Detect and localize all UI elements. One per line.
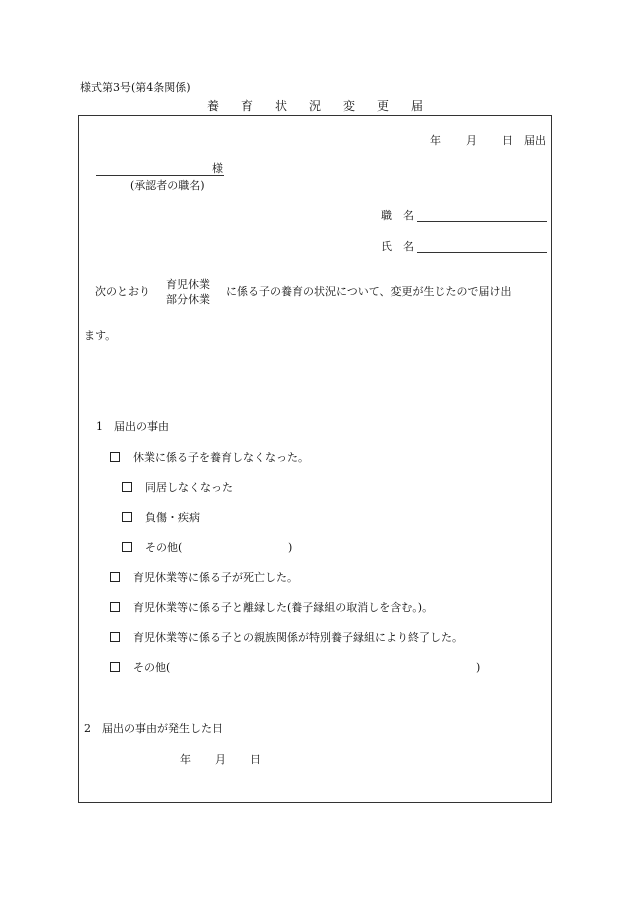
leave-type-childcare[interactable]: 育児休業 — [166, 278, 210, 291]
checkbox[interactable] — [110, 632, 120, 642]
checkbox[interactable] — [122, 512, 132, 522]
honorific-label: 様 — [212, 162, 223, 175]
section2-heading: 2 届出の事由が発生した日 — [84, 722, 223, 735]
reason-label: 育児休業等に係る子と離縁した(養子縁組の取消しを含む。)。 — [133, 601, 434, 614]
reason-label: 休業に係る子を養育しなくなった。 — [133, 451, 309, 464]
occurrence-month-label[interactable]: 月 — [215, 753, 226, 766]
checkbox[interactable] — [110, 572, 120, 582]
leave-type-partial[interactable]: 部分休業 — [166, 293, 210, 306]
reason-no-longer-raising[interactable] — [110, 452, 309, 463]
checkbox[interactable] — [122, 482, 132, 492]
reason-label: その他( — [145, 541, 183, 554]
reason-label: 育児休業等に係る子との親族関係が特別養子縁組により終了した。 — [133, 631, 463, 644]
reason-label: 負傷・疾病 — [145, 511, 200, 524]
reason-label: その他( — [133, 661, 171, 674]
approver-position-label: (承認者の職名) — [130, 179, 205, 192]
reason-special-adoption[interactable] — [110, 632, 463, 643]
checkbox[interactable] — [110, 602, 120, 612]
date-day-label[interactable]: 日 — [502, 134, 513, 147]
title-char: 状 — [274, 99, 287, 113]
reason-other-sub-close: ) — [288, 541, 293, 554]
reason-adoption-dissolved[interactable] — [110, 602, 433, 613]
reason-other[interactable] — [110, 662, 170, 673]
statement-prefix: 次のとおり — [95, 285, 150, 298]
reason-other-close: ) — [476, 661, 481, 674]
date-submitted-label: 届出 — [524, 134, 546, 147]
form-number: 様式第3号(第4条関係) — [80, 81, 191, 94]
reason-child-died[interactable] — [110, 572, 298, 583]
section1-heading: 1 届出の事由 — [96, 420, 169, 433]
checkbox[interactable] — [110, 452, 120, 462]
title-char: 育 — [240, 99, 253, 113]
position-label: 職 名 — [381, 209, 414, 222]
reason-other-sub[interactable] — [122, 542, 182, 553]
occurrence-year-label[interactable]: 年 — [180, 753, 191, 766]
name-field[interactable] — [417, 252, 547, 253]
reason-label: 育児休業等に係る子が死亡した。 — [133, 571, 298, 584]
checkbox[interactable] — [110, 662, 120, 672]
statement-body: に係る子の養育の状況について、変更が生じたので届け出 — [226, 285, 512, 298]
name-label: 氏 名 — [381, 240, 414, 253]
date-month-label[interactable]: 月 — [466, 134, 477, 147]
leave-type-options[interactable] — [166, 277, 210, 307]
statement-end: ます。 — [84, 329, 117, 342]
reason-injury-illness[interactable] — [122, 512, 200, 523]
checkbox[interactable] — [122, 542, 132, 552]
title-char: 養 — [206, 99, 219, 113]
addressee-field[interactable] — [96, 175, 224, 176]
title-char: 変 — [343, 99, 356, 113]
title-char: 届 — [411, 99, 424, 113]
date-year-label[interactable]: 年 — [430, 134, 441, 147]
title-char: 況 — [308, 99, 321, 113]
occurrence-day-label[interactable]: 日 — [250, 753, 261, 766]
position-field[interactable] — [417, 221, 547, 222]
reason-label: 同居しなくなった — [145, 481, 233, 494]
document-title — [0, 100, 630, 112]
title-char: 更 — [377, 99, 390, 113]
reason-not-cohabiting[interactable] — [122, 482, 233, 493]
